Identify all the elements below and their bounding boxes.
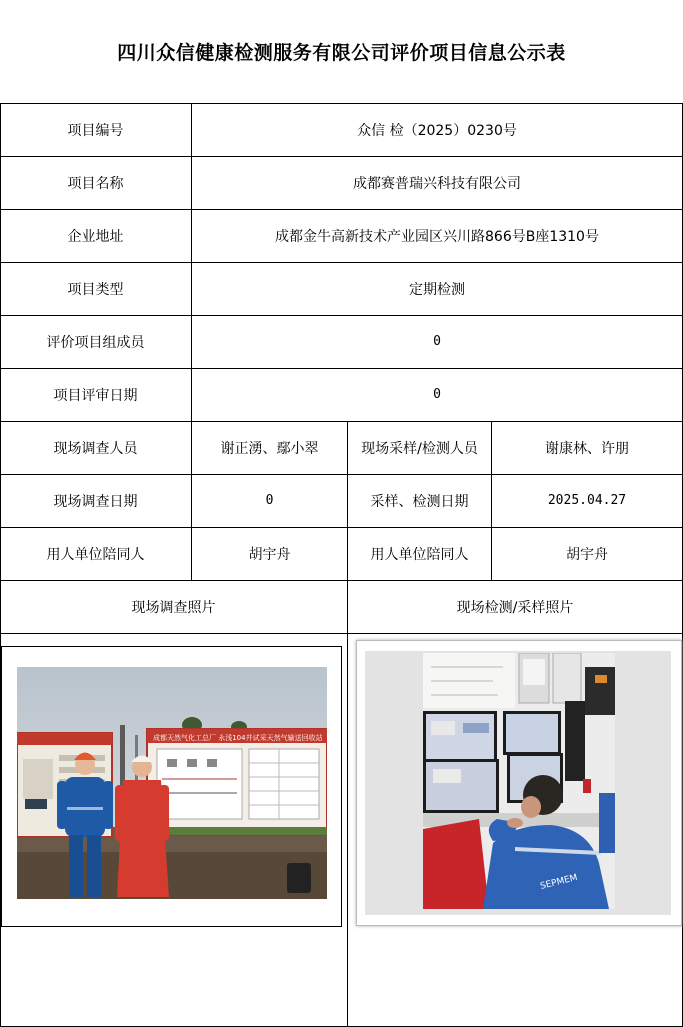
survey-photo-label: 现场调查照片 [131, 599, 216, 616]
address-value: 成都金牛高新技术产业园区兴川路866号B座1310号 [275, 228, 599, 245]
sampling-jacket-text: SEPMEM [539, 873, 579, 892]
project-no-label: 项目编号 [67, 122, 124, 139]
sampling-staff-value: 谢康林、许朋 [545, 440, 629, 457]
sampling-date-label: 采样、检测日期 [370, 493, 469, 510]
survey-date-value: 0 [265, 493, 274, 508]
review-date-label: 项目评审日期 [53, 387, 138, 404]
companion-value: 胡宇舟 [248, 546, 291, 563]
survey-photo [17, 667, 327, 899]
project-type-value: 定期检测 [409, 281, 465, 298]
members-label: 评价项目组成员 [46, 334, 145, 351]
survey-staff-value: 谢正湧、鄢小翠 [220, 440, 319, 457]
survey-staff-label: 现场调查人员 [53, 440, 138, 457]
survey-photo-frame [1, 646, 342, 927]
sampling-photo [423, 653, 615, 909]
sampling-photo-label: 现场检测/采样照片 [456, 599, 574, 616]
survey-date-label: 现场调查日期 [53, 493, 138, 510]
info-table [0, 103, 683, 1027]
address-label: 企业地址 [67, 228, 124, 245]
project-name-value: 成都赛普瑞兴科技有限公司 [353, 175, 521, 192]
sampling-date-value: 2025.04.27 [547, 493, 627, 508]
project-type-label: 项目类型 [67, 281, 124, 298]
companion-value-2: 胡宇舟 [566, 546, 608, 563]
page-title: 四川众信健康检测服务有限公司评价项目信息公示表 [117, 42, 566, 64]
companion-label-2: 用人单位陪同人 [370, 546, 469, 563]
companion-label: 用人单位陪同人 [46, 546, 145, 563]
sampling-photo-frame [356, 640, 682, 926]
review-date-value: 0 [433, 387, 441, 402]
project-no-value: 众信 检（2025）0230号 [357, 122, 517, 139]
project-name-label: 项目名称 [67, 175, 124, 192]
survey-sign-title: 成都天然气化工总厂 永浅104井试采天然气输送回收站 [153, 734, 323, 742]
members-value: 0 [433, 334, 441, 349]
sampling-staff-label: 现场采样/检测人员 [361, 440, 478, 457]
